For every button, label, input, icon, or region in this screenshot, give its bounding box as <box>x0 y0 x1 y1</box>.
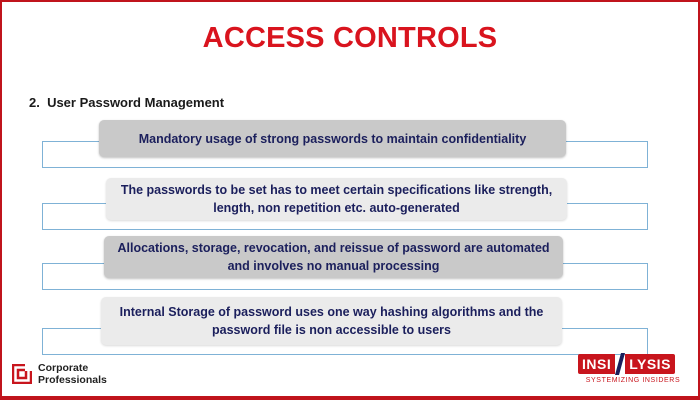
logo-slash-icon <box>615 353 625 375</box>
password-item-1: Mandatory usage of strong passwords to maintain confidentiality <box>99 120 566 157</box>
insilysis-logo <box>578 353 688 384</box>
corporate-professionals-logo <box>12 362 107 386</box>
slide-border-bottom <box>0 396 700 400</box>
section-heading: 2. User Password Management <box>29 95 225 110</box>
password-item-4: Internal Storage of password uses one way hashing algorithms and the password file is non accessible to users <box>101 297 562 345</box>
cp-logo-icon <box>12 364 32 384</box>
logo-text-lysis: LYSIS <box>625 354 675 374</box>
logo-text-line1: Corporate <box>38 362 89 374</box>
logo-tagline: SYSTEMIZING INSIDERS <box>585 377 681 384</box>
password-item-3: Allocations, storage, revocation, and reissue of password are automated and involves no manual processing <box>104 236 563 278</box>
logo-text-line2: Professionals <box>38 374 107 386</box>
password-item-2: The passwords to be set has to meet certain specifications like strength, length, non repetition etc. auto-generated <box>106 178 567 220</box>
slide-title: ACCESS CONTROLS <box>202 22 498 54</box>
slide-border-top <box>0 0 700 2</box>
logo-text-insi: INSI <box>578 354 615 374</box>
slide-border-left <box>0 0 2 400</box>
